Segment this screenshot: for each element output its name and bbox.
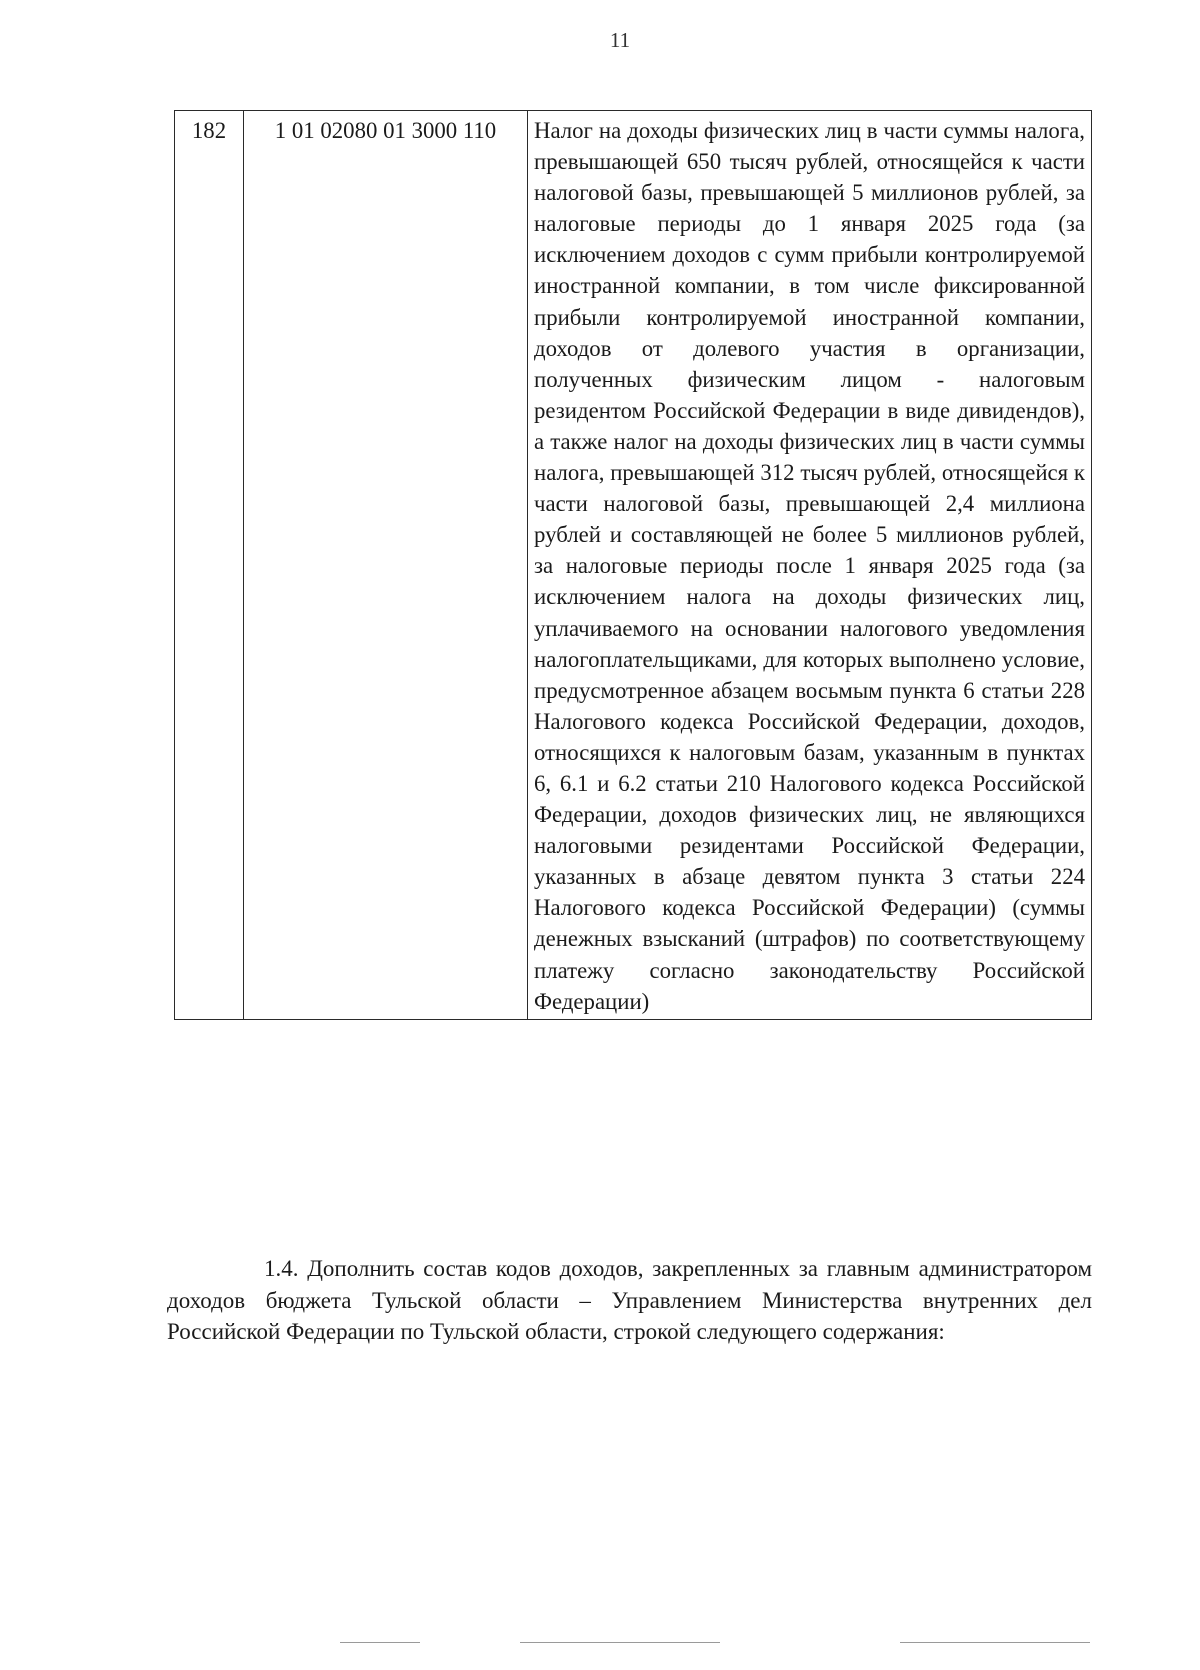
footer-rule-left <box>340 1642 420 1643</box>
admin-code-cell: 182 <box>175 111 244 1020</box>
page-number: 11 <box>609 28 631 52</box>
revenue-description-cell: Налог на доходы физических лиц в части суммы налога, превышающей 650 тысяч рублей, относящейся к части налоговой базы, превышающей 5 миллионов рублей, за налоговые периоды до 1 января 2025 года (за исключением доходов с сумм прибыли контролируемой иностранной компании, в том числе фиксированной прибыли контролируемой иностранной компании, доходов от долевого участия в организации, полученных физическим лицом - налоговым резидентом Российской Федерации в виде дивидендов), а также налог на доходы физических лиц в части суммы налога, превышающей 312 тысяч рублей, относящейся к части налоговой базы, превышающей 2,4 миллиона рублей и составляющей не более 5 миллионов рублей, за налоговые периоды после 1 января 2025 года (за исключением налога на доходы физических лиц, уплачиваемого на основании налогового уведомления налогоплательщиками, для которых выполнено условие, предусмотренное абзацем восьмым пункта 6 статьи 228 Налогового кодекса Российской Федерации, доходов, относящихся к налоговым базам, указанным в пунктах 6, 6.1 и 6.2 статьи 210 Налогового кодекса Российской Федерации, доходов физических лиц, не являющихся налоговыми резидентами Российской Федерации, указанных в абзаце девятом пункта 3 статьи 224 Налогового кодекса Российской Федерации) (суммы денежных взысканий (штрафов) по соответствующему платежу согласно законодательству Российской Федерации) <box>528 111 1092 1020</box>
footer-rule-right <box>900 1642 1090 1643</box>
table-row <box>175 111 1092 1020</box>
revenue-codes-table <box>174 110 1092 1020</box>
amendment-paragraph: 1.4. Дополнить состав кодов доходов, закрепленных за главным администратором доходов бюджета Тульской области – Управлением Министерства внутренних дел Российской Федерации по Тульской области, строкой следующего содержания: <box>167 1256 1092 1344</box>
footer-rule-middle <box>520 1642 720 1643</box>
revenue-code-cell: 1 01 02080 01 3000 110 <box>244 111 528 1020</box>
